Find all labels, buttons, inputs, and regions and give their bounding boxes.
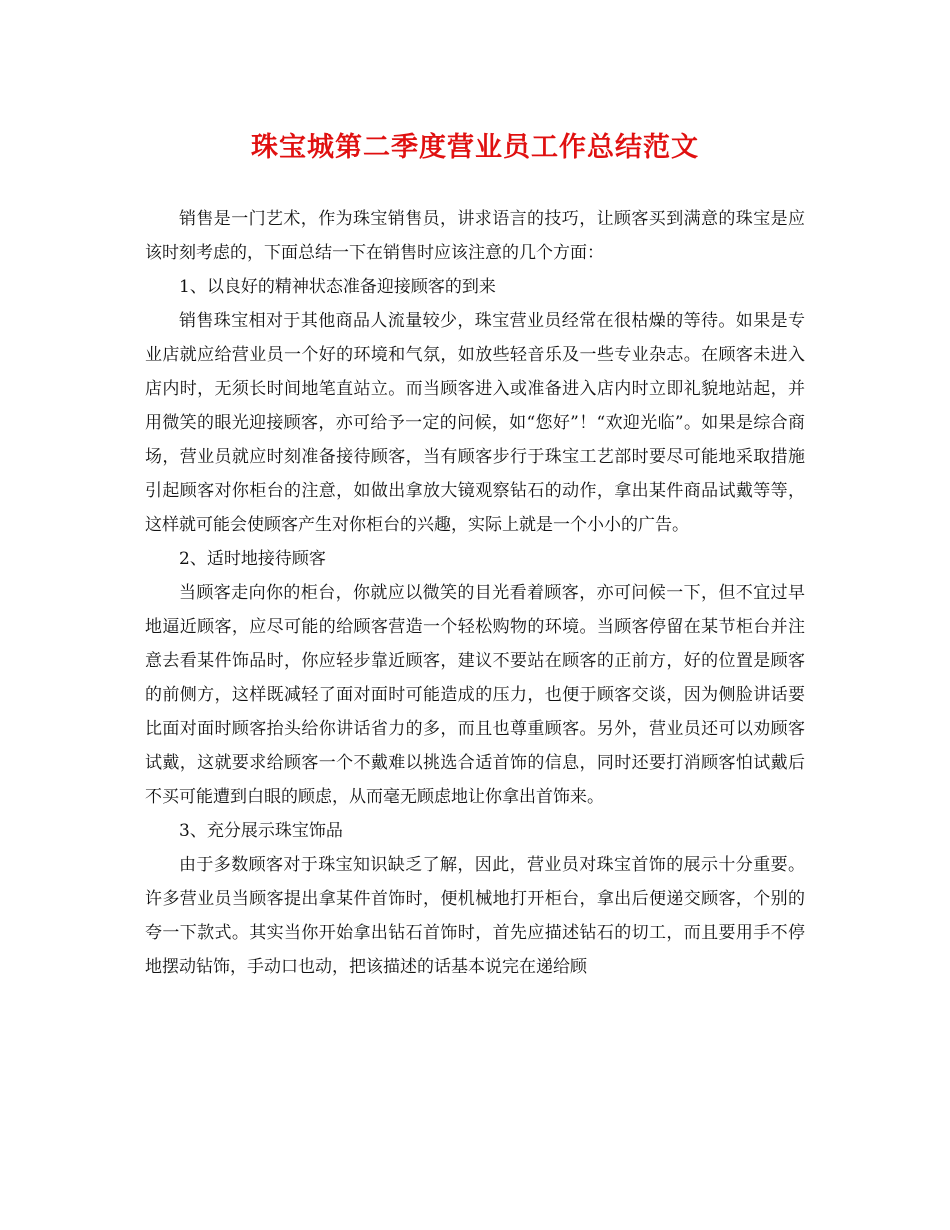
document-title: 珠宝城第二季度营业员工作总结范文	[251, 132, 699, 163]
paragraph-section-2: 当顾客走向你的柜台，你就应以微笑的目光看着顾客，亦可问候一下，但不宜过早地逼近顾客，应尽可能的给顾客营造一个轻松购物的环境。当顾客停留在某节柜台并注意去看某件饰品时，你应轻步靠近顾客，建议不要站在顾客的正前方，好的位置是顾客的前侧方，这样既减轻了面对面时可能造成的压力，也便于顾客交谈，因为侧脸讲话要比面对面时顾客抬头给你讲话省力的多，而且也尊重顾客。另外，营业员还可以劝顾客试戴，这就要求给顾客一个不戴难以挑选合适首饰的信息，同时还要打消顾客怕试戴后不买可能遭到白眼的顾虑，从而毫无顾虑地让你拿出首饰来。	[145, 583, 805, 807]
section-heading-2: 2、适时地接待顾客	[179, 549, 326, 569]
section-heading-3: 3、充分展示珠宝饰品	[179, 821, 343, 841]
paragraph-section-3: 由于多数顾客对于珠宝知识缺乏了解，因此，营业员对珠宝首饰的展示十分重要。许多营业员当顾客提出拿某件首饰时，便机械地打开柜台，拿出后便递交顾客，个别的夸一下款式。其实当你开始拿出钻石首饰时，首先应描述钻石的切工，而且要用手不停地摆动钻饰，手动口也动，把该描述的话基本说完在递给顾	[145, 855, 805, 977]
paragraph-intro: 销售是一门艺术，作为珠宝销售员，讲求语言的技巧，让顾客买到满意的珠宝是应该时刻考虑的，下面总结一下在销售时应该注意的几个方面：	[145, 209, 805, 263]
paragraph-section-1: 销售珠宝相对于其他商品人流量较少，珠宝营业员经常在很枯燥的等待。如果是专业店就应给营业员一个好的环境和气氛，如放些轻音乐及一些专业杂志。在顾客未进入店内时，无须长时间地笔直站立。而当顾客进入或准备进入店内时立即礼貌地站起，并用微笑的眼光迎接顾客，亦可给予一定的问候，如“您好”！“欢迎光临”。如果是综合商场，营业员就应时刻准备接待顾客，当有顾客步行于珠宝工艺部时要尽可能地采取措施引起顾客对你柜台的注意，如做出拿放大镜观察钻石的动作，拿出某件商品试戴等等，这样就可能会使顾客产生对你柜台的兴趣，实际上就是一个小小的广告。	[145, 311, 805, 535]
section-heading-1: 1、以良好的精神状态准备迎接顾客的到来	[179, 277, 496, 297]
document-body	[145, 202, 805, 984]
